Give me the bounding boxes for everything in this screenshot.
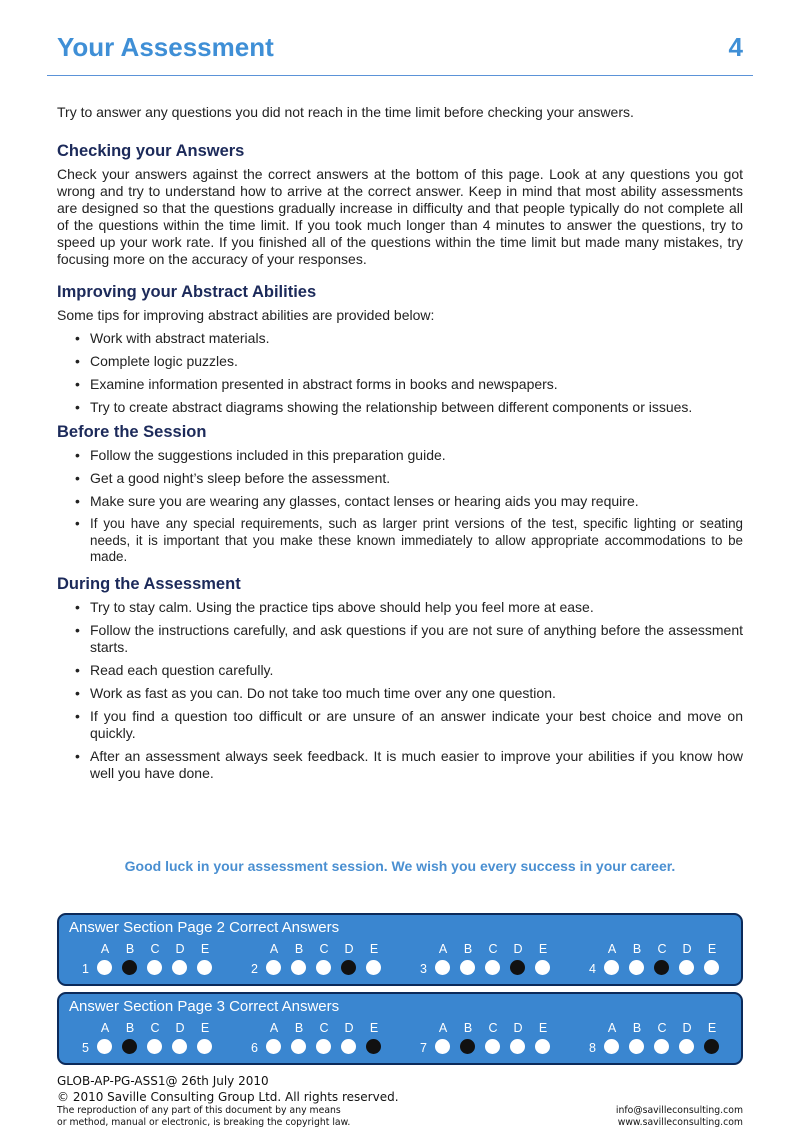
question-number: 6 xyxy=(251,1041,258,1055)
improving-list xyxy=(57,330,743,416)
option-letter: E xyxy=(707,942,717,956)
section-heading-before: Before the Session xyxy=(57,423,207,441)
option-letter: D xyxy=(682,1021,692,1035)
header-divider xyxy=(47,75,753,76)
answer-bubble xyxy=(266,1039,281,1054)
answer-bubble xyxy=(460,960,475,975)
before-list xyxy=(57,447,743,566)
answer-bubble xyxy=(604,960,619,975)
closing-message: Good luck in your assessment session. We wish you every success in your career. xyxy=(124,858,676,874)
option-letter: E xyxy=(200,942,210,956)
question-number: 5 xyxy=(82,1041,89,1055)
question-number: 1 xyxy=(82,962,89,976)
list-item: • Follow the suggestions included in this preparation guide. xyxy=(75,447,446,463)
answer-bubble xyxy=(629,960,644,975)
list-item: • Make sure you are wearing any glasses, contact lenses or hearing aids you may require. xyxy=(75,493,639,509)
list-item: • If you find a question too difficult or are unsure of an answer indicate your best choice and move on quickly. xyxy=(75,707,743,741)
option-letter: B xyxy=(632,942,642,956)
option-letter: A xyxy=(607,942,617,956)
section-heading-during: During the Assessment xyxy=(57,574,241,593)
answer-bubble xyxy=(485,1039,500,1054)
option-letter: B xyxy=(294,1021,304,1035)
option-letter: B xyxy=(632,1021,642,1035)
page-title: Your Assessment xyxy=(57,32,274,62)
improving-body: Some tips for improving abstract abilities are provided below: xyxy=(57,307,435,323)
option-letter: A xyxy=(100,1021,110,1035)
main-content xyxy=(57,100,743,788)
option-letter: C xyxy=(150,942,160,956)
answer-bubble xyxy=(510,1039,525,1054)
list-item: • Get a good night’s sleep before the assessment. xyxy=(75,470,391,486)
page-number: 4 xyxy=(728,32,743,62)
option-letter: C xyxy=(319,942,329,956)
answer-bubble-correct xyxy=(366,1039,381,1054)
option-letter: D xyxy=(175,942,185,956)
option-letter: B xyxy=(125,1021,135,1035)
answer-bubble xyxy=(654,1039,669,1054)
copyright-notice-line-1: The reproduction of any part of this document by any means xyxy=(57,1105,341,1116)
list-item: • After an assessment always seek feedback. It is much easier to improve your abilities if you know how well you have done. xyxy=(75,747,743,781)
answer-bubble xyxy=(485,960,500,975)
question-number: 4 xyxy=(589,962,596,976)
list-item: • Follow the instructions carefully, and ask questions if you are not sure of anything before the assessment starts. xyxy=(75,621,743,655)
option-letter: E xyxy=(538,942,548,956)
answer-bubble xyxy=(704,960,719,975)
option-letter: C xyxy=(657,1021,667,1035)
option-letter: A xyxy=(269,1021,279,1035)
answer-bubble xyxy=(679,960,694,975)
question-number: 2 xyxy=(251,962,258,976)
list-item: • Complete logic puzzles. xyxy=(75,353,238,369)
copyright-line: © 2010 Saville Consulting Group Ltd. All rights reserved. xyxy=(57,1090,399,1104)
list-item: • Examine information presented in abstract forms in books and newspapers. xyxy=(75,376,558,392)
answer-bubble xyxy=(266,960,281,975)
answer-bubble xyxy=(291,1039,306,1054)
option-letter: D xyxy=(682,942,692,956)
answer-panel-title: Answer Section Page 2 Correct Answers xyxy=(69,919,340,936)
option-letter: E xyxy=(707,1021,717,1035)
answer-bubble-correct xyxy=(341,960,356,975)
question-number: 7 xyxy=(420,1041,427,1055)
answer-panel-page-2 xyxy=(57,913,743,986)
question-number: 8 xyxy=(589,1041,596,1055)
checking-body: Check your answers against the correct answers at the bottom of this page. Look at any questions you got wrong and try to understand how to arrive at the correct answer. Keep in mind that most ability assessments are designed so that the questions gradually increase in difficulty and that people typically do not complete all of the questions within the time limit. If you took much longer than 4 minutes to answer the questions, try to speed up your work rate. If you finished all of the questions within the time limit but made many mistakes, try focusing more on the accuracy of your responses. xyxy=(57,166,743,267)
answer-bubble-correct xyxy=(122,960,137,975)
page-footer xyxy=(57,1073,743,1129)
answer-bubble xyxy=(629,1039,644,1054)
list-item: • If you have any special requirements, such as larger print versions of the test, specific lighting or seating needs, it is important that you make these known immediately to allow appropriate accommodations to be made. xyxy=(75,516,743,564)
list-item: • Try to create abstract diagrams showing the relationship between different components or issues. xyxy=(75,399,693,415)
option-letter: C xyxy=(488,1021,498,1035)
answer-bubble xyxy=(316,1039,331,1054)
answer-bubble xyxy=(291,960,306,975)
section-heading-checking: Checking your Answers xyxy=(57,142,245,160)
answer-bubble xyxy=(341,1039,356,1054)
answer-bubble xyxy=(366,960,381,975)
list-item: • Work as fast as you can. Do not take too much time over any one question. xyxy=(75,684,556,701)
answer-bubble xyxy=(679,1039,694,1054)
answer-bubble xyxy=(172,1039,187,1054)
list-item: • Work with abstract materials. xyxy=(75,330,270,346)
contact-info xyxy=(616,1105,743,1129)
list-item: • Try to stay calm. Using the practice tips above should help you feel more at ease. xyxy=(75,598,594,615)
answer-bubble xyxy=(97,1039,112,1054)
option-letter: D xyxy=(513,1021,523,1035)
answer-panel-page-3 xyxy=(57,992,743,1065)
answer-bubble-correct xyxy=(122,1039,137,1054)
option-letter: D xyxy=(344,1021,354,1035)
answer-bubble xyxy=(604,1039,619,1054)
answer-bubble xyxy=(197,960,212,975)
option-letter: B xyxy=(463,1021,473,1035)
option-letter: C xyxy=(488,942,498,956)
option-letter: B xyxy=(463,942,473,956)
option-letter: A xyxy=(269,942,279,956)
answer-bubble-correct xyxy=(460,1039,475,1054)
option-letter: D xyxy=(344,942,354,956)
option-letter: A xyxy=(438,942,448,956)
answer-panel-title: Answer Section Page 3 Correct Answers xyxy=(69,998,340,1015)
option-letter: D xyxy=(175,1021,185,1035)
option-letter: C xyxy=(657,942,667,956)
option-letter: D xyxy=(513,942,523,956)
option-letter: E xyxy=(369,942,379,956)
answer-bubble xyxy=(435,1039,450,1054)
email-link[interactable]: info@savilleconsulting.com xyxy=(615,1105,743,1116)
answer-bubble xyxy=(197,1039,212,1054)
option-letter: B xyxy=(125,942,135,956)
option-letter: A xyxy=(607,1021,617,1035)
option-letter: E xyxy=(538,1021,548,1035)
answer-bubble-correct xyxy=(704,1039,719,1054)
option-letter: E xyxy=(200,1021,210,1035)
question-number: 3 xyxy=(420,962,427,976)
page-header xyxy=(57,30,743,70)
intro-text: Try to answer any questions you did not reach in the time limit before checking your answers. xyxy=(57,104,634,120)
option-letter: A xyxy=(438,1021,448,1035)
option-letter: C xyxy=(319,1021,329,1035)
answer-bubble xyxy=(97,960,112,975)
website-link[interactable]: www.savilleconsulting.com xyxy=(617,1117,743,1128)
answer-bubble xyxy=(316,960,331,975)
answer-bubble xyxy=(172,960,187,975)
answer-bubble-correct xyxy=(510,960,525,975)
section-heading-improving: Improving your Abstract Abilities xyxy=(57,283,317,301)
option-letter: C xyxy=(150,1021,160,1035)
option-letter: A xyxy=(100,942,110,956)
option-letter: B xyxy=(294,942,304,956)
answer-bubble xyxy=(535,960,550,975)
copyright-notice-line-2: or method, manual or electronic, is breaking the copyright law. xyxy=(57,1117,351,1128)
option-letter: E xyxy=(369,1021,379,1035)
answer-bubble xyxy=(147,960,162,975)
answer-bubble-correct xyxy=(654,960,669,975)
document-code: GLOB-AP-PG-ASS1@ 26th July 2010 xyxy=(57,1074,269,1088)
answer-bubble xyxy=(147,1039,162,1054)
during-list xyxy=(57,599,743,782)
answer-bubble xyxy=(435,960,450,975)
answer-bubble xyxy=(535,1039,550,1054)
list-item: • Read each question carefully. xyxy=(75,661,274,678)
